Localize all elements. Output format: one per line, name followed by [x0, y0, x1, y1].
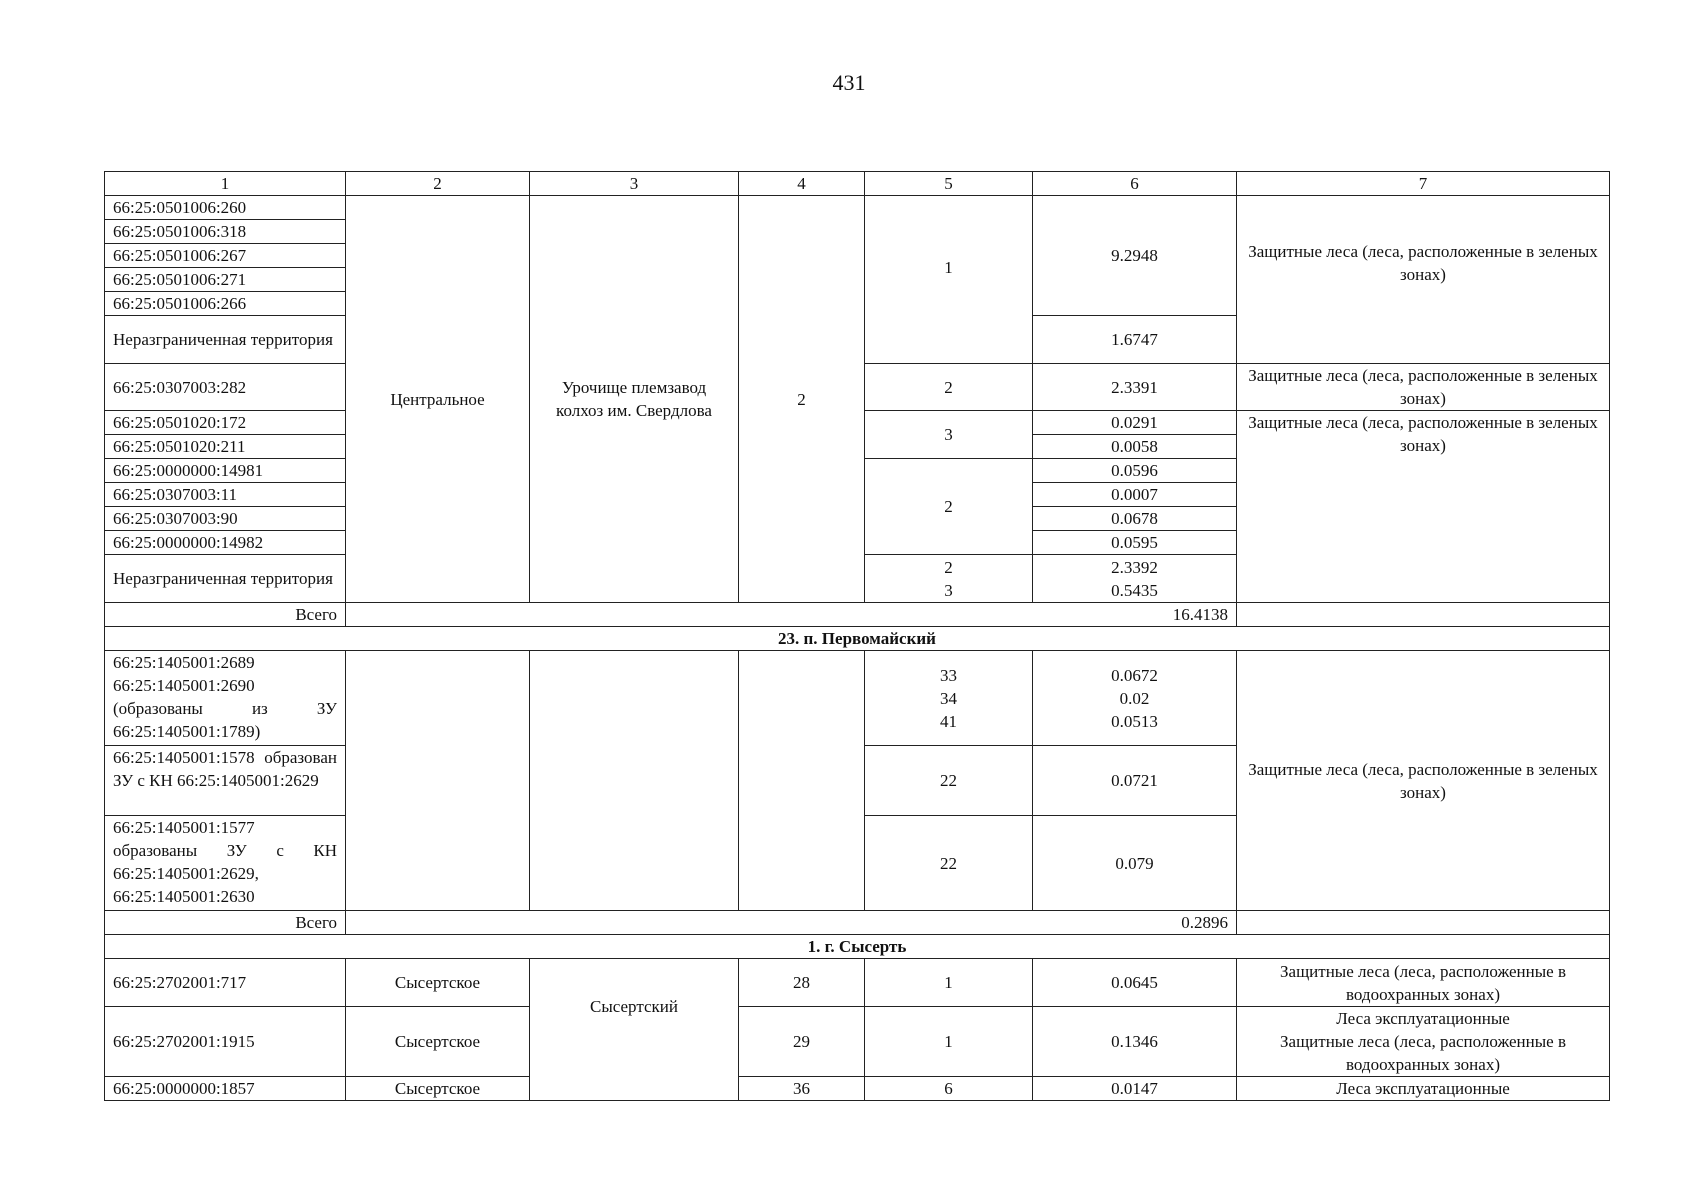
area-cell: 0.0645: [1033, 959, 1237, 1007]
category-line: Леса эксплуатационные: [1336, 1009, 1510, 1028]
cadastral-number: 66:25:0501006:267: [105, 244, 346, 268]
quarter-cell: 28: [739, 959, 865, 1007]
header-cell: 1: [105, 172, 346, 196]
category-line: Защитные леса (леса, расположенные в водоохранных зонах): [1280, 1032, 1566, 1074]
table-row: [105, 959, 1610, 1007]
area-value: 0.0513: [1111, 711, 1158, 731]
category-cell: Защитные леса (леса, расположенные в зеленых зонах): [1237, 651, 1610, 911]
category-cell: Защитные леса (леса, расположенные в зеленых зонах): [1237, 196, 1610, 364]
area-cell: [1033, 651, 1237, 746]
area-cell: 0.0595: [1033, 531, 1237, 555]
cadastral-number: 66:25:0501006:260: [105, 196, 346, 220]
tract-cell: [530, 651, 739, 911]
vydel-value: 33: [940, 665, 957, 685]
area-cell: 0.0678: [1033, 507, 1237, 531]
vydel-cell: 1: [865, 959, 1033, 1007]
vydel-cell: [865, 651, 1033, 746]
vydel-value: 41: [940, 711, 957, 731]
header-cell: 7: [1237, 172, 1610, 196]
area-cell: 0.0721: [1033, 746, 1237, 816]
cadastral-number: 66:25:1405001:1577 образованы ЗУ с КН 66:25:1405001:2629, 66:25:1405001:2630: [105, 816, 346, 911]
forestry-cell: Центральное: [346, 196, 530, 603]
area-cell: 0.0007: [1033, 483, 1237, 507]
total-row: [105, 911, 1610, 935]
section-title-row: [105, 935, 1610, 959]
vydel-cell: 22: [865, 746, 1033, 816]
tract-cell: Сысертский: [530, 959, 739, 1101]
area-cell: 0.1346: [1033, 1007, 1237, 1077]
forestry-cell: Сысертское: [346, 959, 530, 1007]
cadastral-number: 66:25:0000000:1857: [105, 1077, 346, 1101]
vydel-cell: 2: [865, 459, 1033, 555]
quarter-cell: 36: [739, 1077, 865, 1101]
area-cell: 0.0058: [1033, 435, 1237, 459]
area-value: 0.02: [1119, 688, 1150, 708]
table-row: [105, 1077, 1610, 1101]
table-row: [105, 651, 1610, 746]
header-row: [105, 172, 1610, 196]
total-label: Всего: [105, 911, 346, 935]
vydel-cell: 22: [865, 816, 1033, 911]
total-label: Всего: [105, 603, 346, 627]
category-cell: Защитные леса (леса, расположенные в водоохранных зонах): [1237, 959, 1610, 1007]
land-plots-table: [104, 171, 1610, 1101]
vydel-cell: [865, 555, 1033, 603]
tract-cell: Урочище племзавод колхоз им. Свердлова: [530, 196, 739, 603]
vydel-cell: 1: [865, 1007, 1033, 1077]
area-cell: 9.2948: [1033, 196, 1237, 316]
quarter-cell: 29: [739, 1007, 865, 1077]
vydel-value: 2: [944, 557, 953, 577]
cadastral-number: Неразграниченная территория: [105, 316, 346, 364]
total-row: [105, 603, 1610, 627]
table-row: [105, 196, 1610, 220]
section-title: 1. г. Сысерть: [105, 935, 1610, 959]
vydel-cell: 1: [865, 196, 1033, 364]
vydel-value: 34: [940, 688, 957, 708]
section-title-row: [105, 627, 1610, 651]
cadastral-number: 66:25:1405001:1578 образован ЗУ с КН 66:25:1405001:2629: [105, 746, 346, 816]
header-cell: 5: [865, 172, 1033, 196]
page-number: 431: [832, 70, 866, 95]
cadastral-number: 66:25:0000000:14982: [105, 531, 346, 555]
category-cell: Леса эксплуатационные: [1237, 1077, 1610, 1101]
area-cell: 1.6747: [1033, 316, 1237, 364]
total-value: 16.4138: [346, 603, 1237, 627]
table-row: [105, 1007, 1610, 1077]
area-value: 0.0672: [1111, 665, 1158, 685]
forestry-cell: [346, 651, 530, 911]
header-cell: 4: [739, 172, 865, 196]
area-cell: 0.0291: [1033, 411, 1237, 435]
cadastral-number: 66:25:0501006:318: [105, 220, 346, 244]
header-cell: 2: [346, 172, 530, 196]
area-cell: 0.0596: [1033, 459, 1237, 483]
cadastral-number: 66:25:0501020:211: [105, 435, 346, 459]
category-cell: Защитные леса (леса, расположенные в зеленых зонах): [1237, 411, 1610, 603]
cadastral-number: 66:25:0501006:271: [105, 268, 346, 292]
vydel-cell: 3: [865, 411, 1033, 459]
section-title: 23. п. Первомайский: [105, 627, 1610, 651]
area-cell: 0.0147: [1033, 1077, 1237, 1101]
cadastral-number: 66:25:2702001:1915: [105, 1007, 346, 1077]
forestry-cell: Сысертское: [346, 1077, 530, 1101]
area-cell: 0.079: [1033, 816, 1237, 911]
empty-cell: [1237, 911, 1610, 935]
category-cell: Защитные леса (леса, расположенные в зеленых зонах): [1237, 364, 1610, 411]
area-cell: [1033, 555, 1237, 603]
area-cell: 2.3391: [1033, 364, 1237, 411]
header-cell: 6: [1033, 172, 1237, 196]
quarter-cell: [739, 651, 865, 911]
cadastral-number: 66:25:0501006:266: [105, 292, 346, 316]
area-value: 0.5435: [1111, 580, 1158, 600]
header-cell: 3: [530, 172, 739, 196]
vydel-cell: 6: [865, 1077, 1033, 1101]
cadastral-number: 66:25:2702001:717: [105, 959, 346, 1007]
cadastral-number: 66:25:0501020:172: [105, 411, 346, 435]
cadastral-number: 66:25:0307003:11: [105, 483, 346, 507]
total-value: 0.2896: [346, 911, 1237, 935]
cadastral-number: 66:25:0307003:90: [105, 507, 346, 531]
area-value: 2.3392: [1111, 557, 1158, 577]
vydel-cell: 2: [865, 364, 1033, 411]
cadastral-number: 66:25:0307003:282: [105, 364, 346, 411]
cadastral-number: 66:25:0000000:14981: [105, 459, 346, 483]
quarter-cell: 2: [739, 196, 865, 603]
cadastral-number: 66:25:1405001:2689 66:25:1405001:2690 (образованы из ЗУ 66:25:1405001:1789): [105, 651, 346, 746]
forestry-cell: Сысертское: [346, 1007, 530, 1077]
cadastral-number: Неразграниченная территория: [105, 555, 346, 603]
empty-cell: [1237, 603, 1610, 627]
vydel-value: 3: [944, 580, 953, 600]
category-cell: [1237, 1007, 1610, 1077]
